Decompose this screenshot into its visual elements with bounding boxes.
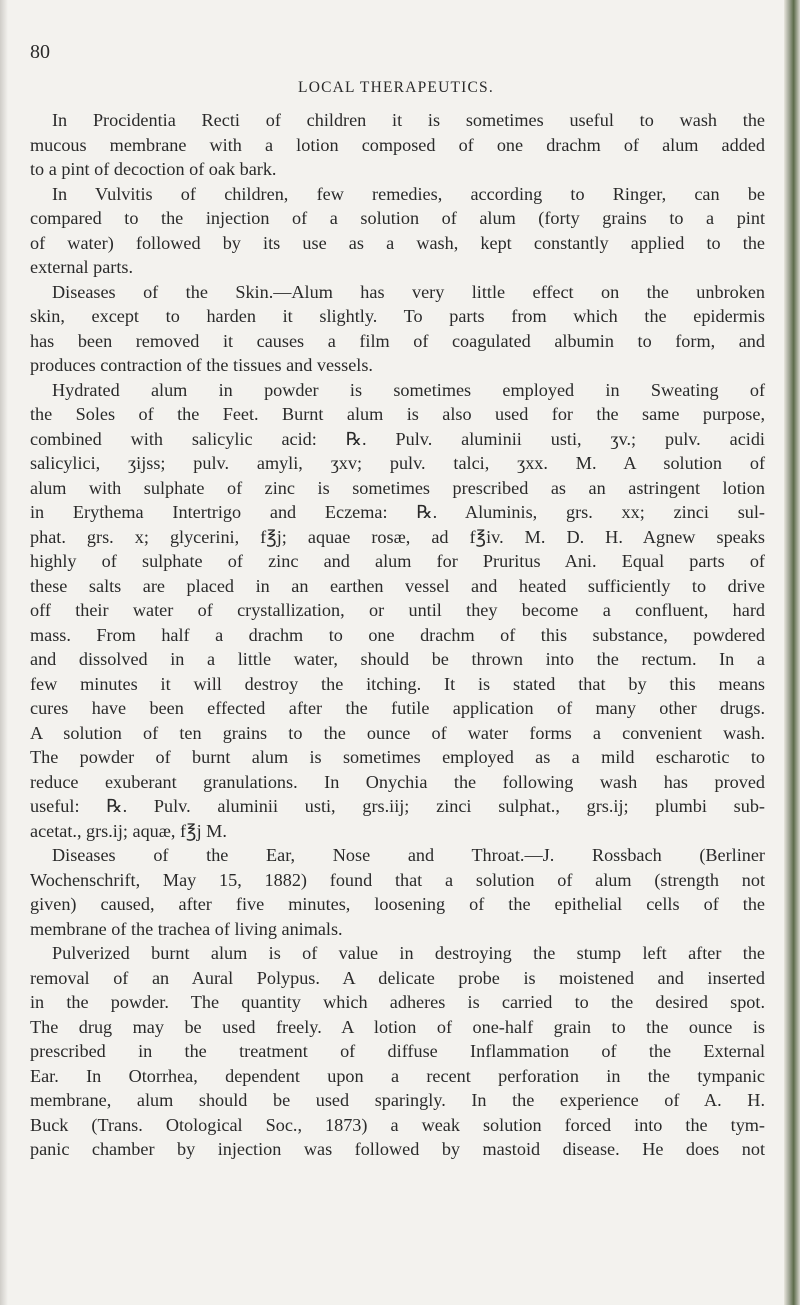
running-head: LOCAL THERAPEUTICS.: [298, 79, 494, 96]
text-line: In Vulvitis of children, few remedies, according to Ringer, can be: [52, 183, 765, 204]
page-number: 80: [30, 41, 50, 63]
text-line: these salts are placed in an earthen vessel and heated sufficiently to drive: [30, 575, 765, 596]
text-line: mucous membrane with a lotion composed of one drachm of alum added: [30, 134, 765, 155]
text-line: in the powder. The quantity which adheres is carried to the desired spot.: [30, 992, 765, 1012]
text-line: useful: ℞. Pulv. aluminii usti, grs.iij; zinci sulphat., grs.ij; plumbi sub-: [30, 796, 765, 816]
text-line: salicylici, ʒijss; pulv. amyli, ʒxv; pulv. talci, ʒxx. M. A solution of: [30, 453, 765, 473]
text-line: to a pint of decoction of oak bark.: [30, 159, 277, 179]
text-line: Wochenschrift, May 15, 1882) found that a solution of alum (strength not: [30, 869, 765, 890]
text-line: of water) followed by its use as a wash, kept constantly applied to the: [30, 232, 765, 253]
page-edge-binding: [784, 0, 800, 1305]
body-text: [30, 108, 765, 1162]
text-line: highly of sulphate of zinc and alum for Pruritus Ani. Equal parts of: [30, 551, 765, 571]
text-line: In Procidentia Recti of children it is sometimes useful to wash the: [52, 110, 765, 130]
text-line: given) caused, after five minutes, loosening of the epithelial cells of the: [30, 894, 765, 914]
text-line: alum with sulphate of zinc is sometimes prescribed as an astringent lotion: [30, 477, 765, 498]
text-line: membrane, alum should be used sparingly. In the experience of A. H.: [30, 1090, 765, 1110]
text-line: mass. From half a drachm to one drachm of this substance, powdered: [30, 624, 765, 645]
text-line: Diseases of the Skin.—Alum has very little effect on the unbroken: [52, 281, 765, 302]
text-line: removal of an Aural Polypus. A delicate probe is moistened and inserted: [30, 967, 765, 988]
text-line: cures have been effected after the futile application of many other drugs.: [30, 698, 765, 718]
text-line: Diseases of the Ear, Nose and Throat.—J. Rossbach (Berliner: [52, 845, 765, 865]
text-line: Buck (Trans. Otological Soc., 1873) a weak solution forced into the tym-: [30, 1114, 765, 1135]
text-line: compared to the injection of a solution of alum (forty grains to a pint: [30, 208, 765, 228]
text-line: skin, except to harden it slightly. To parts from which the epidermis: [30, 306, 765, 326]
text-line: panic chamber by injection was followed by mastoid disease. He does not: [30, 1139, 765, 1159]
text-line: Pulverized burnt alum is of value in destroying the stump left after the: [52, 943, 765, 963]
text-line: reduce exuberant granulations. In Onychia the following wash has proved: [30, 771, 765, 792]
text-line: prescribed in the treatment of diffuse Inflammation of the External: [30, 1041, 765, 1061]
text-line: The powder of burnt alum is sometimes employed as a mild escharotic to: [30, 747, 765, 767]
text-line: acetat., grs.ij; aquæ, f℥j M.: [30, 820, 227, 841]
text-line: few minutes it will destroy the itching. It is stated that by this means: [30, 673, 765, 694]
text-line: produces contraction of the tissues and vessels.: [30, 355, 373, 375]
text-line: has been removed it causes a film of coagulated albumin to form, and: [30, 330, 765, 351]
text-line: the Soles of the Feet. Burnt alum is also used for the same purpose,: [30, 404, 765, 424]
text-line: off their water of crystallization, or until they become a confluent, hard: [30, 600, 765, 620]
text-line: phat. grs. x; glycerini, f℥j; aquae rosæ, ad f℥iv. M. D. H. Agnew speaks: [30, 526, 765, 547]
page-gutter-shadow: [0, 0, 8, 1305]
text-line: The drug may be used freely. A lotion of one-half grain to the ounce is: [30, 1016, 765, 1037]
text-line: combined with salicylic acid: ℞. Pulv. aluminii usti, ʒv.; pulv. acidi: [30, 428, 765, 449]
text-line: A solution of ten grains to the ounce of water forms a convenient wash.: [30, 722, 765, 743]
text-line: Ear. In Otorrhea, dependent upon a recent perforation in the tympanic: [30, 1065, 765, 1086]
text-line: in Erythema Intertrigo and Eczema: ℞. Aluminis, grs. xx; zinci sul-: [30, 502, 765, 522]
text-line: Hydrated alum in powder is sometimes employed in Sweating of: [52, 379, 765, 400]
text-line: membrane of the trachea of living animals.: [30, 918, 343, 939]
text-line: and dissolved in a little water, should be thrown into the rectum. In a: [30, 649, 765, 669]
text-line: external parts.: [30, 257, 134, 277]
